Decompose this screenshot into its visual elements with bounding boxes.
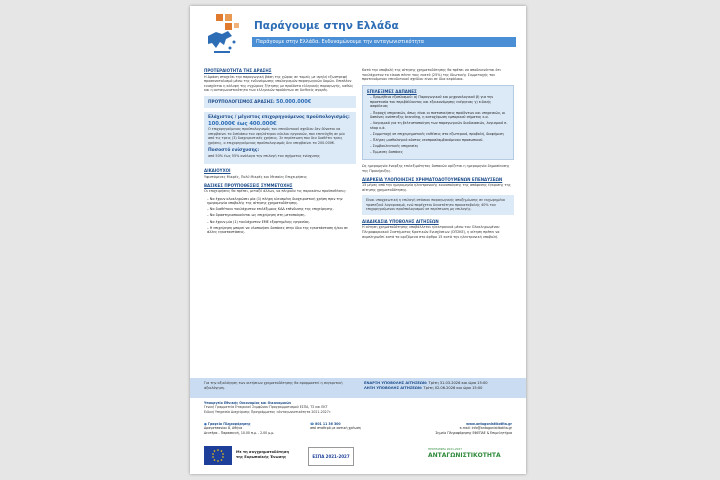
office-label: Γραφείο Πληροφόρησης xyxy=(207,422,251,426)
condition-text: Η επιχείρηση μπορεί να υλοποιήσει δαπάνες στην ίδια της εγκατάσταση ή/και σε άλλες εγκαταστάσεις. xyxy=(207,225,348,235)
beneficiaries-heading: ΔΙΚΑΙΟΥΧΟΙ xyxy=(204,168,231,174)
expense-text: Παροχή υπηρεσιών, όπως είναι οι πιστοποιήσεις προϊόντων και υπηρεσιών, οι δαπάνες ανάπτυξης branding, η κατοχύρωση εμπορικού σήματος κ.α. xyxy=(370,110,506,120)
office-info xyxy=(204,422,294,435)
condition-text: Να έχουν ολοκληρώσει μία (1) πλήρη κλεισμένη διαχειριστική χρήση πριν την ημερομηνία υποβολής της αίτησης χρηματοδότησης. xyxy=(207,196,343,206)
submit-text: Η αίτηση χρηματοδότησης υποβάλλεται ηλεκτρονικά μέσω του Ολοκληρωμένου Πληροφοριακού Συστήματος Κρατικών Ενισχύσεων (ΟΠΣΚΕ), η αίτηση πρέπει να συμπληρωθεί κατά τα οριζόμενα στο άρθρο 15 κατά την ηλεκτρονική υποβολή. xyxy=(362,225,500,239)
expenses-heading: ΕΠΙΛΕΞΙΜΕΣ ΔΑΠΑΝΕΣ xyxy=(367,88,417,94)
end-value: Τρίτη 02.06.2026 και ώρα 15:00 xyxy=(423,386,483,390)
budget-label: ΠΡΟΫΠΟΛΟΓΙΣΜΟΣ ΔΡΑΣΗΣ: xyxy=(208,98,275,104)
expense-text: Λογισμικό για τη βελτιστοποίηση των παραγωγικών διαδικασιών, λογισμικό e-shop κ.ά. xyxy=(370,121,508,130)
advance-text: Είναι υποχρεωτική η επιλογή στάσιου παραγωγικής αποζημίωσης σε εκχωρημένο τραπεζικό λογαριασμό, ενώ παρέχεται δυνατότητα προκαταβολής 40% του επιχορηγούμενου προϋπολογισμού σε περίπτωση μη επιλογής. xyxy=(366,198,505,212)
office-hours: Δευτέρα - Παρασκευή, 10.00 π.μ. - 2.00 μ.μ. xyxy=(204,430,275,435)
right-column xyxy=(362,68,514,242)
duration-text: 15 μήνες από την ημερομηνία ηλεκτρονικής κοινοποίησης της απόφασης έγκρισης της αίτησης χρηματοδότησης. xyxy=(362,183,511,192)
budget-box xyxy=(204,96,356,108)
service-name: Ειδική Υπηρεσία Διαχείρισης Προγράμματος «Ανταγωνιστικότητα 2021-2027» xyxy=(204,409,331,414)
funding-text: Ο επιχορηγούμενος προϋπολογισμός του επενδυτικού σχεδίου δεν δύναται να υπερβαίνει το διπλάσιο του υψηλότερου κύκλου εργασιών, που επιτεύχθη σε μία από τις τρεις (3) διαχειριστικές χρήσεις. Σε περίπτωση που δεν διαθέτει τρεις χρήσεις, ο επιχορηγούμενος προϋπολογισμός δεν υπερβαίνει τα 200.000€. xyxy=(208,127,345,145)
condition-item: – Να δραστηριοποιούνται ως επιχείρηση στη μεταποίηση. xyxy=(207,213,306,218)
phone-note: από σταθερό με αστική χρέωση xyxy=(310,426,361,431)
expense-item: – Συμβουλευτικές υπηρεσίες xyxy=(370,144,419,149)
duration-heading: ΔΙΑΡΚΕΙΑ ΥΛΟΠΟΙΗΣΗΣ ΧΡΗΜΑΤΟΔΟΤΟΥΜΕΝΩΝ ΕΠΕΝΔΥΣΕΩΝ xyxy=(362,176,503,182)
condition-item: – Η επιχείρηση μπορεί να υλοποιήσει δαπάνες στην ίδια της εγκατάσταση ή/και σε άλλες εγκαταστάσεις. xyxy=(207,225,348,235)
subtitle-bar: Παράγουμε στην Ελλάδα. Ενδυναμώνουμε την ανταγωνιστικότητα xyxy=(252,37,516,47)
submission-dates xyxy=(364,381,520,391)
phone-info xyxy=(310,422,400,431)
end-label: ΛΗΞΗ ΥΠΟΒΟΛΗΣ ΑΙΤΗΣΕΩΝ: xyxy=(364,386,423,390)
start-value: Τρίτη 31.03.2026 και ώρα 15:00 xyxy=(428,381,488,385)
submit-heading: ΔΙΑΔΙΚΑΣΙΑ ΥΠΟΒΟΛΗΣ ΑΙΤΗΣΕΩΝ xyxy=(362,218,439,224)
office-address: Δραγατσανίου 8, Αθήνα xyxy=(204,426,243,431)
secretariat-name: Γενική Γραμματεία Εταιρικού Συμφώνου Προγραμματισμού ΕΣΠΑ, ΤΣ και ΕΚΤ xyxy=(204,405,328,410)
email-link[interactable]: e-mail: info@antagonistikotita.gr xyxy=(459,426,512,431)
evaluation-note: Για την αξιολόγηση των αιτήσεων χρηματοδότησης θα εφαρμοστεί η συγκριτική αξιολόγηση. xyxy=(204,381,343,390)
expense-text: Προμήθεια εξοπλισμού: α) Παραγωγικού και μηχανολογικού β) για την προστασία του περιβάλλοντος και εξοικονόμησης ενέργειας γ) ειδικής ασφάλειας xyxy=(370,95,494,109)
conditions-heading: ΒΑΣΙΚΕΣ ΠΡΟΫΠΟΘΕΣΕΙΣ ΣΥΜΜΕΤΟΧΗΣ xyxy=(204,182,293,188)
expense-item: – Παροχή υπηρεσιών, όπως είναι οι πιστοποιήσεις προϊόντων και υπηρεσιών, οι δαπάνες ανάπτυξης branding, η κατοχύρωση εμπορικού σήματος κ.α. xyxy=(370,110,506,120)
header xyxy=(190,6,526,66)
expense-item: – Λογισμικό για τη βελτιστοποίηση των παραγωγικών διαδικασιών, λογισμικό e-shop κ.ά. xyxy=(370,121,508,130)
start-label: ΕΝΑΡΞΗ ΥΠΟΒΟΛΗΣ ΑΙΤΗΣΕΩΝ: xyxy=(364,381,428,385)
percentage-heading: Ποσοστό ενίσχυσης: xyxy=(208,148,260,154)
expense-text: Πλήρες μισθολογικό κόστος νεοπροσλαμβανόμενου προσωπικού. xyxy=(372,138,484,143)
conditions-list xyxy=(204,197,356,235)
expense-item: – Έμμεσες δαπάνες xyxy=(370,150,403,155)
document-page xyxy=(190,6,526,474)
condition-text: Να δραστηριοποιούνται ως επιχείρηση στη μεταποίηση. xyxy=(209,213,306,218)
condition-item: – Να έχουν μία (1) τουλάχιστον ΕΜΕ εξαρτημένης εργασίας. xyxy=(207,219,311,224)
expenses-box xyxy=(362,85,514,161)
phone-icon: ☎ xyxy=(310,422,314,426)
page-title: Παράγουμε στην Ελλάδα xyxy=(254,20,399,32)
expense-item: – Προμήθεια εξοπλισμού: α) Παραγωγικού και μηχανολογικού β) για την προστασία του περιβάλλοντος και εξοικονόμησης ενέργειας γ) ειδικής ασφάλειας xyxy=(370,95,494,109)
condition-item: – Να έχουν ολοκληρώσει μία (1) πλήρη κλεισμένη διαχειριστική χρήση πριν την ημερομηνία υποβολής της αίτησης χρηματοδότησης. xyxy=(207,196,343,206)
greece-map-logo xyxy=(202,12,246,56)
condition-item: – Να διαθέτουν τουλάχιστον επιλέξιμους ΚΑΔ επένδυσης της επιχείρησης. xyxy=(207,207,334,212)
espa-logo: ΕΣΠΑ 2021-2027 xyxy=(308,447,354,466)
priority-heading: ΠΡΟΤΕΡΑΙΟΤΗΤΑ ΤΗΣ ΔΡΑΣΗΣ xyxy=(204,68,272,73)
left-column xyxy=(204,68,356,236)
conditions-intro: Οι επιχειρήσεις θα πρέπει, μεταξύ άλλων, να πληρούν τις παρακάτω προϋποθέσεις: xyxy=(204,189,347,194)
footer-authorities xyxy=(204,401,516,414)
expense-text: Συμβουλευτικές υπηρεσίες xyxy=(372,144,419,149)
program-period: ΠΡΟΓΡΑΜΜΑ 2021-2027 xyxy=(428,447,463,451)
web-contact xyxy=(400,422,512,435)
eu-flag-logo xyxy=(204,446,232,465)
program-logo: ΑΝΤΑΓΩΝΙΣΤΙΚΟΤΗΤΑ xyxy=(428,452,501,459)
funding-box xyxy=(204,112,356,164)
expense-text: Έμμεσες δαπάνες xyxy=(372,150,403,155)
website-link[interactable]: www.antagonistikotita.gr xyxy=(466,422,512,426)
expense-text: Συμμετοχή σε επιχειρηματικές εκθέσεις στο εξωτερικό, προβολή, διαφήμιση xyxy=(372,131,504,136)
expense-item: – Συμμετοχή σε επιχειρηματικές εκθέσεις στο εξωτερικό, προβολή, διαφήμιση xyxy=(370,131,504,136)
eu-cofunding-text: Με τη συγχρηματοδότηση της Ευρωπαϊκής Ένωσης xyxy=(236,450,290,459)
eligibility-text: Ως ημερομηνία έναρξης επιλεξιμότητας δαπανών ορίζεται η ημερομηνία δημοσίευσης της Προκήρυξης. xyxy=(362,164,510,173)
advance-box xyxy=(362,195,514,215)
condition-text: Να έχουν μία (1) τουλάχιστον ΕΜΕ εξαρτημένης εργασίας. xyxy=(209,219,311,224)
budget-value: 50.000.000€ xyxy=(276,98,312,105)
ministry-name: Υπουργείο Εθνικής Οικονομίας και Οικονομικών xyxy=(204,401,292,405)
location-pin-icon: ● xyxy=(204,422,207,426)
expense-item: – Πλήρες μισθολογικό κόστος νεοπροσλαμβανόμενου προσωπικού. xyxy=(370,138,484,143)
funding-heading: Ελάχιστος / μέγιστος επιχορηγούμενος προϋπολογισμός: xyxy=(208,115,350,121)
beneficiaries-text: Υφιστάμενες Μικρές, Πολύ Μικρές και Μεσαίες Επιχειρήσεις xyxy=(204,174,307,179)
phone-number: 801 11 36 300 xyxy=(315,422,341,426)
priority-text: Η Δράση στοχεύει την παραγωγική βάση της χώρας σε τομείς με υψηλή εξωστρεφή προσανατολισμό μέσω της ενδυνάμωσης υπολογισμών παραγωγικών δομών. Επιπλέον ενισχύεται η κάλυψη της εγχώριας ζήτησης με προϊόντα ελληνικής παραγωγής, καθώς και η ανταγωνιστικότητα των ελληνικών προϊόντων σε διεθνείς αγορές. xyxy=(204,74,354,93)
percentage-text: από 50% έως 55% ανάλογα την επιλογή του σχήματος ενίσχυσης xyxy=(208,153,320,158)
intro-text: Κατά την υποβολή της αίτησης χρηματοδότησης θα πρέπει να αποδεικνύεται ότι τουλάχιστον το είκοσι πέντε τοις εκατό (25%) της Ιδιωτικής Συμμετοχής του προτεινόμενου επενδυτικού σχεδίου είναι σε ίδια κεφάλαια. xyxy=(362,68,501,82)
dates-band xyxy=(190,378,526,398)
expenses-list xyxy=(367,95,509,155)
funding-amount: 100.000€ έως 400.000€ xyxy=(208,120,277,127)
condition-text: Να διαθέτουν τουλάχιστον επιλέξιμους ΚΑΔ επένδυσης της επιχείρησης. xyxy=(209,207,334,212)
espa-info-point: Σημείο Πληροφόρησης ΕΦΕΠΑΕ & Επιμελητήρια xyxy=(435,430,512,435)
